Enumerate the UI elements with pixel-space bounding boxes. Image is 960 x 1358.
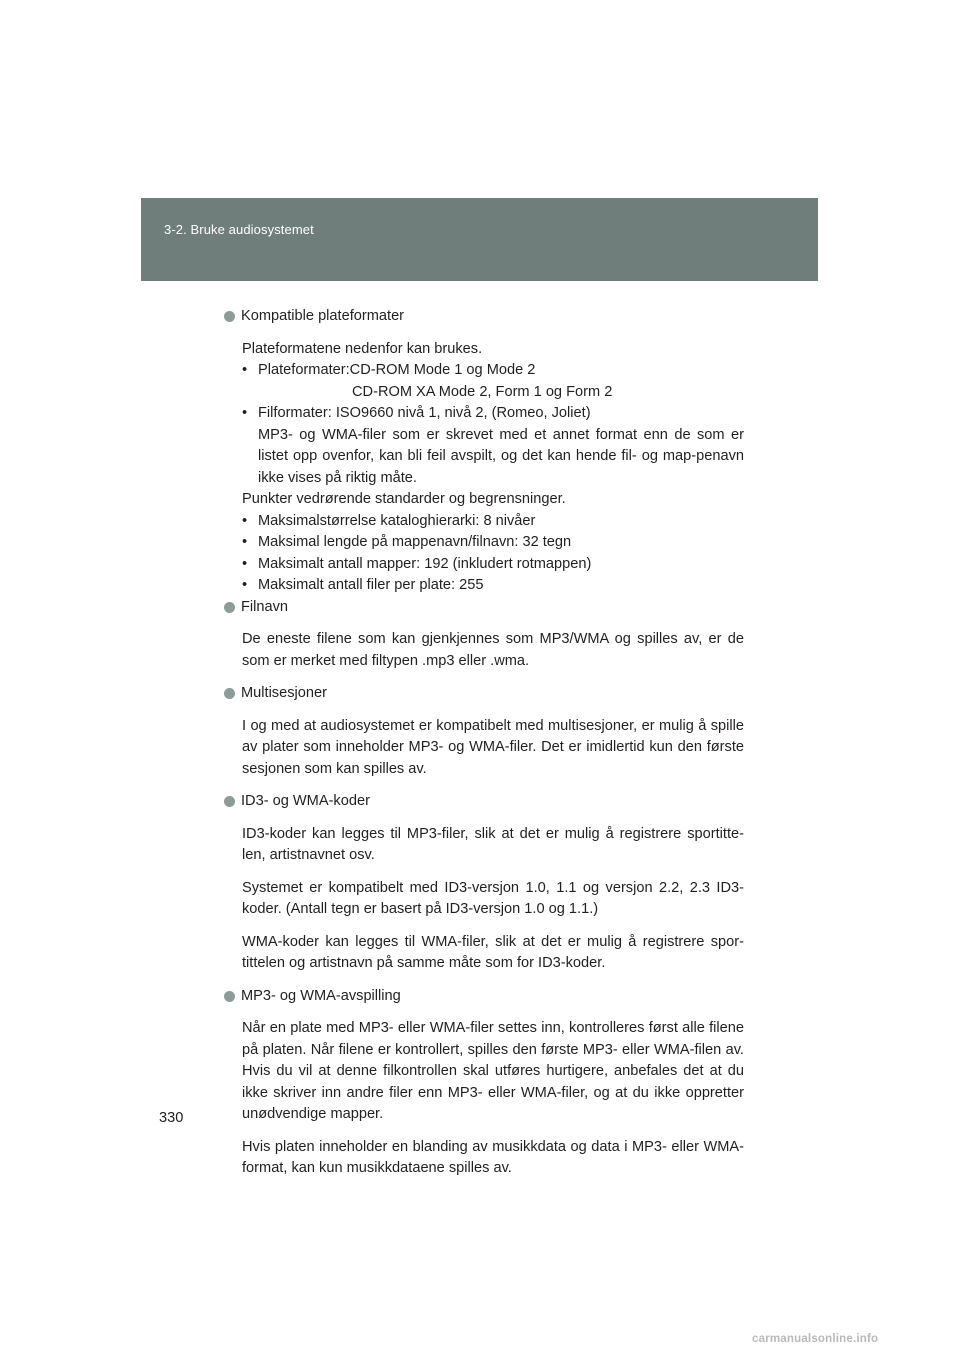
section-filenames: [224, 597, 744, 673]
section-heading: [224, 306, 744, 328]
paragraph: Hvis platen inneholder en blanding av musikkdata og data i MP3- eller WMA-format, kan kun musikkdataene spilles av.: [242, 1138, 744, 1176]
format-list: [242, 360, 744, 489]
section-title: 3-2. Bruke audiosystemet: [164, 222, 314, 237]
heading-text: Multisesjoner: [241, 685, 327, 701]
section-heading: [224, 683, 744, 705]
item-line: Filformater: ISO9660 nivå 1, nivå 2, (Romeo, Joliet): [258, 405, 591, 421]
bullet-circle-icon: [224, 796, 235, 807]
bullet-dot-icon: •: [242, 534, 248, 550]
section-body: [224, 716, 744, 781]
section-body: [224, 339, 744, 597]
list-item: [242, 403, 744, 489]
bullet-dot-icon: •: [242, 555, 248, 572]
bullet-circle-icon: [224, 688, 235, 699]
note-text: Punkter vedrørende standarder og begrensninger.: [242, 491, 566, 507]
list-item: • Maksimalstørrelse kataloghierarki: 8 nivåer: [242, 511, 744, 533]
paragraph: ID3-koder kan legges til MP3-filer, slik at det er mulig å registrere sportitte-len, artistnavnet osv.: [242, 825, 744, 863]
paragraph: I og med at audiosystemet er kompatibelt med multisesjoner, er mulig å spille av plater som inneholder MP3- og WMA-filer. Det er imidlertid kun den første sesjonen som kan spilles av.: [242, 717, 744, 777]
section-heading: [224, 597, 744, 619]
paragraph: De eneste filene som kan gjenkjennes som MP3/WMA og spilles av, er de som er merket med filtypen .mp3 eller .wma.: [242, 631, 744, 669]
bullet-circle-icon: [224, 602, 235, 613]
heading-text: Filnavn: [241, 598, 289, 615]
section-playback: [224, 986, 744, 1180]
paragraph: Systemet er kompatibelt med ID3-versjon 1.0, 1.1 og versjon 2.2, 2.3 ID3-koder. (Antall tegn er basert på ID3-versjon 1.0 og 1.1.): [242, 879, 744, 917]
item-line: Plateformater:CD-ROM Mode 1 og Mode 2: [258, 362, 536, 378]
section-heading: [224, 791, 744, 813]
heading-text: MP3- og WMA-avspilling: [241, 987, 401, 1004]
section-multisession: [224, 683, 744, 780]
section-compatible-formats: [224, 306, 744, 597]
list-item: • Maksimal lengde på mappenavn/filnavn: 32 tegn: [242, 532, 744, 554]
page-number: 330: [159, 1110, 184, 1126]
watermark-text: carmanualsonline.info: [752, 1333, 879, 1345]
section-header-bar: [141, 198, 818, 281]
section-body: [224, 629, 744, 672]
intro-text: Plateformatene nedenfor kan brukes.: [242, 340, 483, 357]
list-item: • Maksimalt antall mapper: 192 (inkludert rotmappen): [242, 554, 744, 576]
section-body: [224, 1018, 744, 1180]
item-line-continued: CD-ROM XA Mode 2, Form 1 og Form 2: [352, 383, 613, 400]
page-content: [224, 306, 744, 1180]
section-body: [224, 824, 744, 975]
bullet-circle-icon: [224, 991, 235, 1002]
bullet-dot-icon: •: [242, 362, 248, 378]
limits-list: [242, 511, 744, 597]
bullet-dot-icon: •: [242, 405, 248, 421]
paragraph: WMA-koder kan legges til WMA-filer, slik at det er mulig å registrere spor-tittelen og artistnavn på samme måte som for ID3-koder.: [242, 933, 744, 971]
list-item: [242, 360, 744, 403]
section-id3-wma-tags: [224, 791, 744, 975]
bullet-circle-icon: [224, 311, 235, 322]
section-heading: [224, 986, 744, 1008]
paragraph: Når en plate med MP3- eller WMA-filer settes inn, kontrolleres først alle filene på platen. Når filene er kontrollert, spilles den første MP3- eller WMA-filen av. Hvis du vil at denne filkontrollen skal utføres hurtigere, anbefales det at du ikke skriver inn andre filer enn MP3- eller WMA-filer, og at du ikke oppretter unødvendige mapper.: [242, 1020, 744, 1122]
bullet-dot-icon: •: [242, 577, 248, 593]
heading-text: Kompatible plateformater: [241, 308, 405, 324]
heading-text: ID3- og WMA-koder: [241, 793, 370, 809]
bullet-dot-icon: •: [242, 512, 248, 529]
item-detail: MP3- og WMA-filer som er skrevet med et annet format enn de som er listet opp ovenfor, kan bli feil avspilt, og det kan hende fil- og map-penavn ikke vises på riktig måte.: [258, 426, 744, 486]
list-item: • Maksimalt antall filer per plate: 255: [242, 575, 744, 597]
